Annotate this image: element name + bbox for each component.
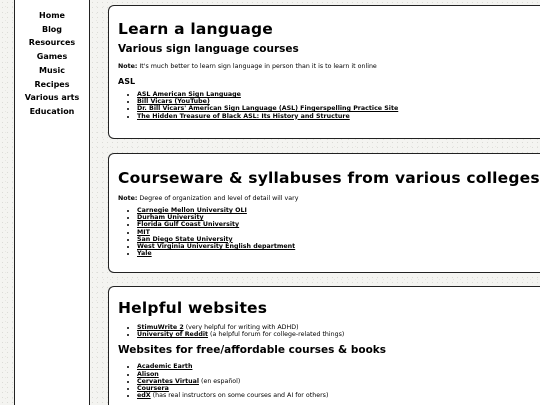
university-of-reddit-description: (a helpful forum for college-related things) — [208, 331, 345, 339]
nav-link-various-arts[interactable]: Various arts — [24, 93, 80, 103]
durham-university-link[interactable]: Durham University — [137, 214, 204, 222]
list-item — [137, 207, 531, 214]
nav-link-education[interactable]: Education — [29, 106, 75, 116]
list-item — [137, 91, 531, 98]
course-link-list — [118, 363, 531, 399]
helpful-websites-title: Helpful websites — [118, 299, 268, 317]
courseware-note-text: Degree of organization and level of detail will vary — [137, 195, 299, 202]
san-diego-state-link[interactable]: San Diego State University — [137, 235, 233, 243]
language-section — [108, 5, 540, 139]
list-item — [137, 98, 531, 105]
list-item — [137, 105, 531, 112]
cervantes-virtual-description: (en español) — [198, 377, 241, 385]
edx-description: (has real instructors on some courses and AI for others) — [150, 392, 329, 400]
list-item — [137, 243, 531, 250]
carnegie-mellon-link[interactable]: Carnegie Mellon University OLI — [137, 207, 247, 214]
mit-link[interactable]: MIT — [137, 228, 150, 236]
list-item — [137, 221, 531, 228]
coursera-link[interactable]: Coursera — [137, 385, 169, 393]
bill-vicars-youtube-link[interactable]: Bill Vicars (YouTube) — [137, 98, 210, 106]
asl-american-sign-language-link[interactable]: ASL American Sign Language — [137, 91, 241, 98]
courseware-section — [108, 153, 540, 273]
university-of-reddit-link[interactable]: University of Reddit — [137, 331, 209, 339]
fingerspelling-practice-link[interactable]: Dr. Bill Vicars' American Sign Language (ASL) Fingerspelling Practice Site — [137, 105, 399, 113]
nav-link-music[interactable]: Music — [39, 65, 65, 75]
helpful-link-list — [118, 324, 531, 338]
florida-gulf-coast-link[interactable]: Florida Gulf Coast University — [137, 221, 240, 229]
stimuwrite-link[interactable]: StimuWrite 2 — [137, 324, 184, 331]
list-item — [137, 214, 531, 221]
list-item — [137, 385, 531, 392]
language-note-label: Note: — [118, 63, 138, 70]
list-item — [137, 371, 531, 378]
sign-language-subtitle: Various sign language courses — [118, 43, 299, 55]
list-item — [137, 229, 531, 236]
courseware-section-title: Courseware & syllabuses from various colleges — [118, 169, 540, 187]
academic-earth-link[interactable]: Academic Earth — [137, 363, 193, 371]
list-item — [137, 236, 531, 243]
list-item — [137, 324, 531, 331]
stimuwrite-description: (very helpful for writing with ADHD) — [183, 324, 299, 331]
list-item — [137, 250, 531, 257]
list-item — [137, 363, 531, 370]
asl-heading: ASL — [118, 77, 136, 86]
courseware-note — [118, 194, 531, 203]
nav-link-home[interactable]: Home — [39, 11, 65, 20]
list-item — [137, 378, 531, 385]
language-section-title: Learn a language — [118, 20, 273, 38]
edx-link[interactable]: edX — [137, 392, 151, 400]
nav-link-recipes[interactable]: Recipes — [34, 79, 70, 89]
list-item — [137, 331, 531, 338]
nav-link-resources[interactable]: Resources — [28, 38, 76, 48]
list-item — [137, 113, 531, 120]
black-asl-link[interactable]: The Hidden Treasure of Black ASL: Its History and Structure — [137, 112, 350, 120]
nav-link-blog[interactable]: Blog — [41, 24, 63, 34]
courseware-note-label: Note: — [118, 195, 138, 202]
asl-link-list — [118, 91, 531, 120]
helpful-websites-section — [108, 286, 540, 405]
college-link-list — [118, 207, 531, 257]
language-note-text: It's much better to learn sign language in person than it is to learn it online — [137, 63, 377, 70]
nav-link-games[interactable]: Games — [36, 52, 68, 62]
cervantes-virtual-link[interactable]: Cervantes Virtual — [137, 377, 199, 385]
list-item — [137, 392, 531, 399]
sidebar-nav — [14, 0, 90, 405]
west-virginia-english-link[interactable]: West Virginia University English department — [137, 243, 296, 251]
yale-link[interactable]: Yale — [137, 250, 152, 258]
language-note — [118, 62, 531, 71]
free-courses-subtitle: Websites for free/affordable courses & books — [118, 344, 387, 357]
alison-link[interactable]: Alison — [137, 370, 159, 378]
